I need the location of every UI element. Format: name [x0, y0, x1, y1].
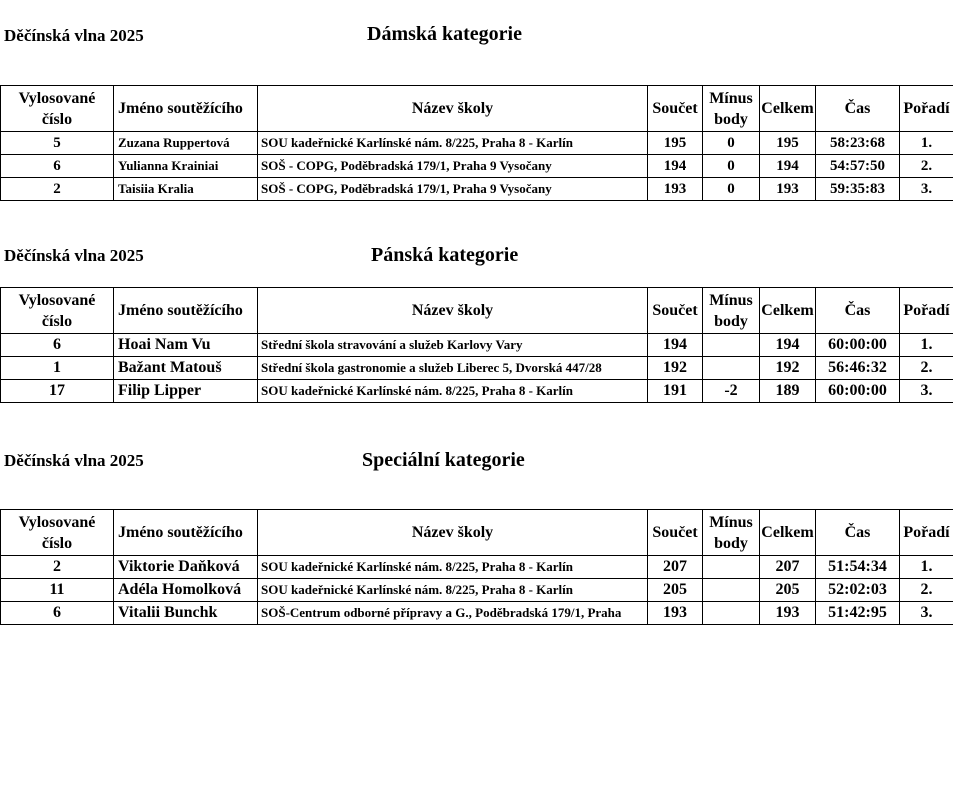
cell-minus	[703, 556, 760, 579]
header-row	[1, 510, 953, 556]
cell-total: 193	[760, 602, 816, 625]
cell-school: SOŠ - COPG, Poděbradská 179/1, Praha 9 Vysočany	[258, 155, 648, 178]
cell-number: 11	[1, 579, 114, 602]
header-rank: Pořadí	[900, 288, 953, 334]
cell-school: SOU kadeřnické Karlínské nám. 8/225, Praha 8 - Karlín	[258, 132, 648, 155]
cell-total: 189	[760, 380, 816, 403]
cell-minus: 0	[703, 178, 760, 201]
table-row	[1, 380, 953, 403]
cell-sum: 194	[648, 334, 703, 357]
cell-total: 193	[760, 178, 816, 201]
category-title: Pánská kategorie	[371, 244, 519, 266]
header-time: Čas	[816, 288, 900, 334]
header-total: Celkem	[760, 510, 816, 556]
cell-sum: 205	[648, 579, 703, 602]
cell-school: Střední škola gastronomie a služeb Liberec 5, Dvorská 447/28	[258, 357, 648, 380]
cell-time: 51:54:34	[816, 556, 900, 579]
cell-name: Yulianna Krainiai	[114, 155, 258, 178]
header-row	[1, 86, 953, 132]
cell-school: SOU kadeřnické Karlínské nám. 8/225, Praha 8 - Karlín	[258, 556, 648, 579]
cell-rank: 3.	[900, 178, 953, 201]
cell-sum: 193	[648, 178, 703, 201]
table-row	[1, 357, 953, 380]
cell-name: Filip Lipper	[114, 380, 258, 403]
cell-number: 2	[1, 178, 114, 201]
cell-sum: 207	[648, 556, 703, 579]
category-title: Dámská kategorie	[367, 23, 522, 45]
event-title: Děčínská vlna 2025	[4, 451, 144, 470]
cell-number: 1	[1, 357, 114, 380]
cell-sum: 194	[648, 155, 703, 178]
cell-name: Taisiia Kralia	[114, 178, 258, 201]
cell-rank: 2.	[900, 357, 953, 380]
cell-rank: 1.	[900, 556, 953, 579]
results-table	[0, 509, 953, 625]
cell-time: 60:00:00	[816, 380, 900, 403]
cell-time: 51:42:95	[816, 602, 900, 625]
cell-minus: -2	[703, 380, 760, 403]
header-minus: Mínus body	[703, 86, 760, 132]
cell-time: 54:57:50	[816, 155, 900, 178]
table-row	[1, 579, 953, 602]
header-name: Jméno soutěžícího	[114, 288, 258, 334]
header-rank: Pořadí	[900, 86, 953, 132]
cell-rank: 1.	[900, 334, 953, 357]
cell-sum: 191	[648, 380, 703, 403]
cell-school: Střední škola stravování a služeb Karlovy Vary	[258, 334, 648, 357]
cell-number: 17	[1, 380, 114, 403]
header-total: Celkem	[760, 288, 816, 334]
cell-total: 194	[760, 155, 816, 178]
cell-time: 58:23:68	[816, 132, 900, 155]
header-minus: Mínus body	[703, 510, 760, 556]
header-school: Název školy	[258, 510, 648, 556]
cell-sum: 193	[648, 602, 703, 625]
cell-school: SOU kadeřnické Karlínské nám. 8/225, Praha 8 - Karlín	[258, 380, 648, 403]
cell-total: 195	[760, 132, 816, 155]
cell-school: SOŠ-Centrum odborné přípravy a G., Poděbradská 179/1, Praha	[258, 602, 648, 625]
event-title: Děčínská vlna 2025	[4, 26, 144, 45]
header-row	[1, 288, 953, 334]
cell-name: Adéla Homolková	[114, 579, 258, 602]
header-number: Vylosované číslo	[1, 288, 114, 334]
cell-minus: 0	[703, 132, 760, 155]
header-time: Čas	[816, 86, 900, 132]
header-sum: Součet	[648, 86, 703, 132]
cell-name: Zuzana Ruppertová	[114, 132, 258, 155]
cell-total: 192	[760, 357, 816, 380]
header-name: Jméno soutěžícího	[114, 510, 258, 556]
cell-time: 56:46:32	[816, 357, 900, 380]
cell-school: SOU kadeřnické Karlínské nám. 8/225, Praha 8 - Karlín	[258, 579, 648, 602]
category-title: Speciální kategorie	[362, 449, 525, 471]
cell-minus	[703, 602, 760, 625]
cell-time: 52:02:03	[816, 579, 900, 602]
table-row	[1, 178, 953, 201]
cell-number: 5	[1, 132, 114, 155]
header-sum: Součet	[648, 288, 703, 334]
cell-minus: 0	[703, 155, 760, 178]
cell-total: 205	[760, 579, 816, 602]
header-school: Název školy	[258, 86, 648, 132]
cell-name: Vitalii Bunchk	[114, 602, 258, 625]
cell-sum: 195	[648, 132, 703, 155]
results-table	[0, 85, 953, 201]
cell-number: 6	[1, 334, 114, 357]
cell-rank: 1.	[900, 132, 953, 155]
cell-rank: 2.	[900, 155, 953, 178]
header-number: Vylosované číslo	[1, 86, 114, 132]
cell-minus	[703, 357, 760, 380]
cell-name: Hoai Nam Vu	[114, 334, 258, 357]
header-name: Jméno soutěžícího	[114, 86, 258, 132]
header-school: Název školy	[258, 288, 648, 334]
cell-name: Viktorie Daňková	[114, 556, 258, 579]
cell-number: 2	[1, 556, 114, 579]
cell-rank: 3.	[900, 602, 953, 625]
header-sum: Součet	[648, 510, 703, 556]
results-table	[0, 287, 953, 403]
cell-school: SOŠ - COPG, Poděbradská 179/1, Praha 9 Vysočany	[258, 178, 648, 201]
header-time: Čas	[816, 510, 900, 556]
header-rank: Pořadí	[900, 510, 953, 556]
table-row	[1, 155, 953, 178]
cell-total: 194	[760, 334, 816, 357]
event-title: Děčínská vlna 2025	[4, 246, 144, 265]
header-total: Celkem	[760, 86, 816, 132]
cell-rank: 3.	[900, 380, 953, 403]
cell-total: 207	[760, 556, 816, 579]
cell-sum: 192	[648, 357, 703, 380]
header-number: Vylosované číslo	[1, 510, 114, 556]
header-minus: Mínus body	[703, 288, 760, 334]
table-row	[1, 334, 953, 357]
cell-rank: 2.	[900, 579, 953, 602]
table-row	[1, 602, 953, 625]
table-row	[1, 132, 953, 155]
cell-name: Bažant Matouš	[114, 357, 258, 380]
table-row	[1, 556, 953, 579]
cell-minus	[703, 579, 760, 602]
cell-number: 6	[1, 602, 114, 625]
cell-minus	[703, 334, 760, 357]
cell-number: 6	[1, 155, 114, 178]
cell-time: 60:00:00	[816, 334, 900, 357]
cell-time: 59:35:83	[816, 178, 900, 201]
